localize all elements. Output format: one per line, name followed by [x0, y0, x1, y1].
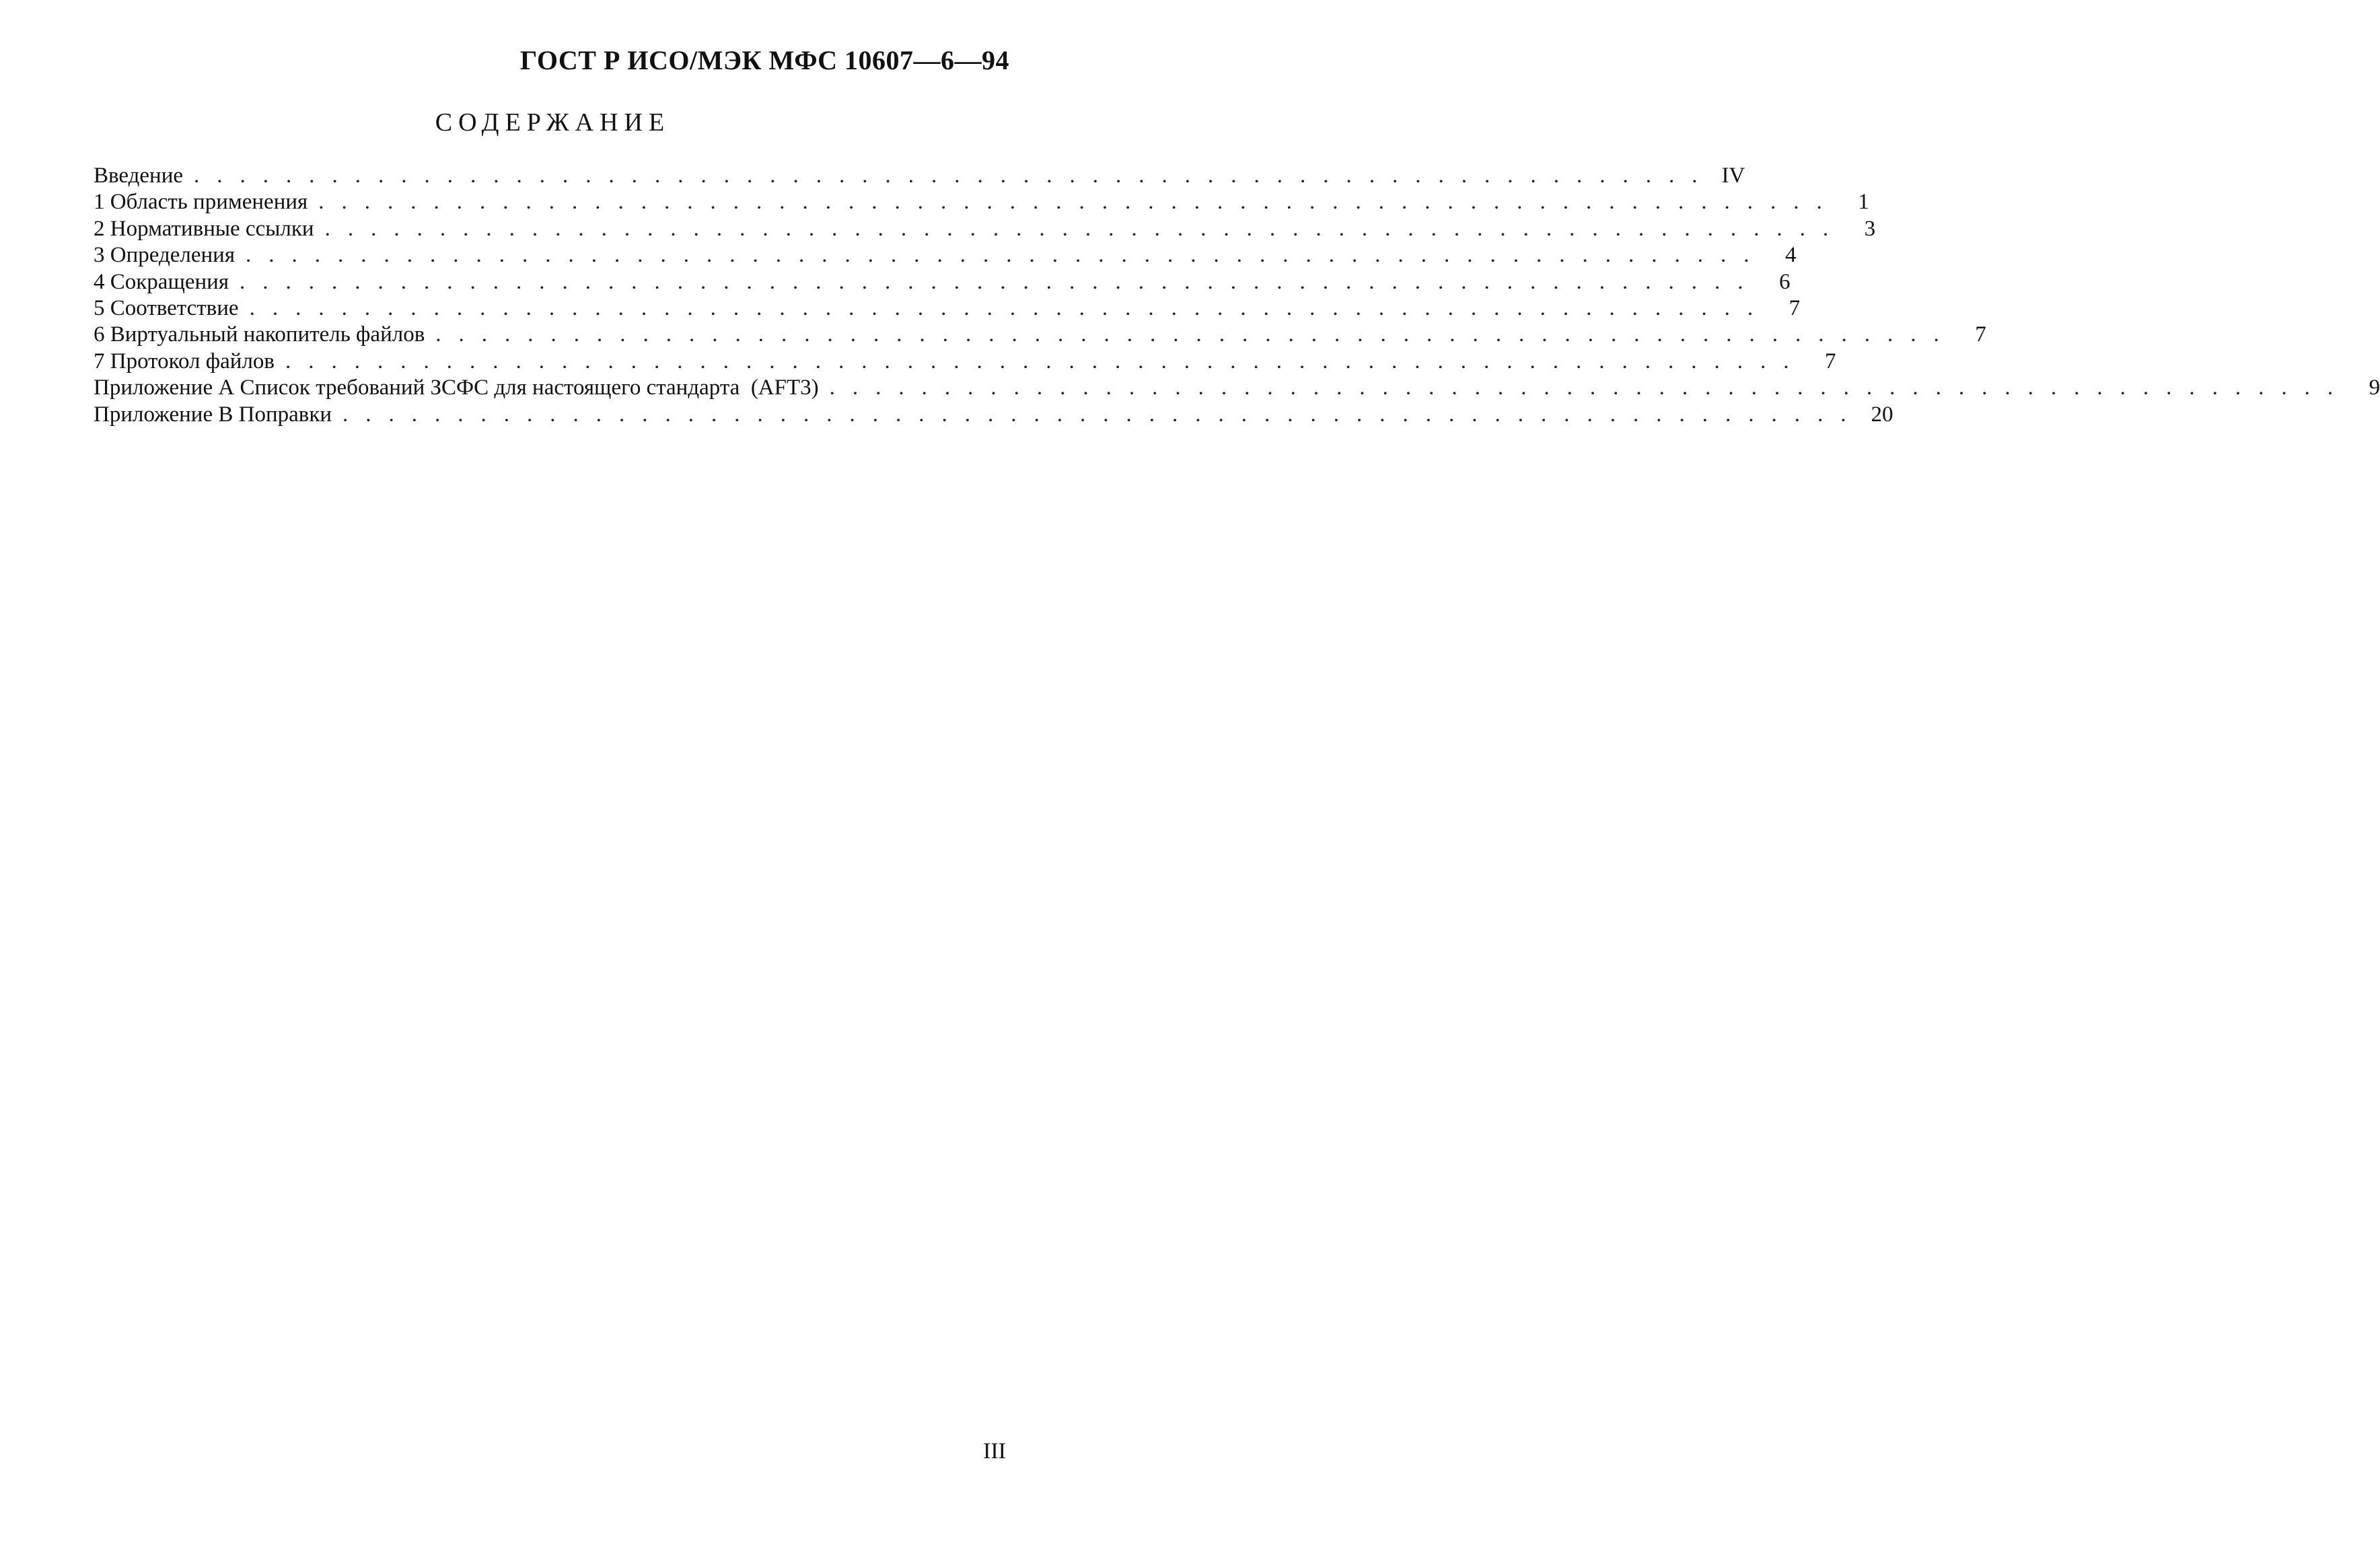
table-of-contents	[94, 163, 2380, 428]
toc-dot-leader: ..................................................................	[318, 190, 1840, 215]
toc-dot-leader: ..................................................................	[285, 349, 1807, 373]
toc-entry-page: 3	[1864, 216, 1876, 241]
toc-entry-page: IV	[1721, 164, 1745, 188]
toc-entry[interactable]	[94, 163, 1745, 189]
toc-entry[interactable]	[94, 375, 2380, 401]
toc-entry-label: Приложение В Поправки	[94, 402, 332, 427]
toc-entry-page: 7	[1789, 295, 1801, 320]
toc-dot-leader: ..................................................................	[249, 295, 1771, 320]
toc-entry-label: 2 Нормативные ссылки	[94, 216, 314, 241]
toc-entry-page: 7	[1825, 349, 1836, 373]
toc-entry-label: Приложение А Список требований ЗСФС для настоящего стандарта (AFT3)	[94, 375, 819, 400]
toc-entry[interactable]	[94, 295, 1801, 322]
toc-entry-page: 1	[1858, 190, 1869, 215]
toc-dot-leader: ..................................................................	[829, 375, 2351, 400]
page-number: III	[983, 1439, 1006, 1464]
toc-dot-leader: ..................................................................	[240, 269, 1761, 294]
toc-dot-leader: ..................................................................	[194, 164, 1715, 188]
toc-entry-label: 3 Определения	[94, 243, 236, 268]
toc-entry-label: 1 Область применения	[94, 190, 308, 215]
toc-dot-leader: ..................................................................	[246, 243, 1767, 268]
toc-entry-label: 7 Протокол файлов	[94, 349, 275, 373]
toc-entry[interactable]	[94, 269, 1791, 295]
toc-entry-page: 4	[1785, 243, 1797, 268]
toc-dot-leader: ..................................................................	[342, 402, 1864, 427]
toc-entry[interactable]	[94, 189, 1869, 215]
toc-entry[interactable]	[94, 216, 1876, 242]
toc-entry[interactable]	[94, 349, 1836, 375]
document-header: ГОСТ Р ИСО/МЭК МФС 10607—6—94	[519, 45, 1009, 75]
toc-entry-page: 6	[1779, 269, 1791, 294]
toc-entry[interactable]	[94, 242, 1797, 268]
toc-entry-page: 9	[2369, 375, 2380, 400]
toc-entry-label: 5 Соответствие	[94, 295, 239, 320]
toc-dot-leader: ..................................................................	[324, 216, 1846, 241]
toc-entry[interactable]	[94, 322, 1986, 348]
toc-entry[interactable]	[94, 402, 1894, 428]
toc-entry-label: 6 Виртуальный накопитель файлов	[94, 322, 425, 347]
toc-entry-label: Введение	[94, 164, 184, 188]
toc-entry-page: 7	[1975, 322, 1986, 347]
toc-entry-page: 20	[1871, 402, 1894, 427]
toc-entry-label: 4 Сокращения	[94, 269, 229, 294]
toc-dot-leader: ..................................................................	[435, 322, 1957, 347]
toc-title: СОДЕРЖАНИЕ	[435, 108, 671, 137]
